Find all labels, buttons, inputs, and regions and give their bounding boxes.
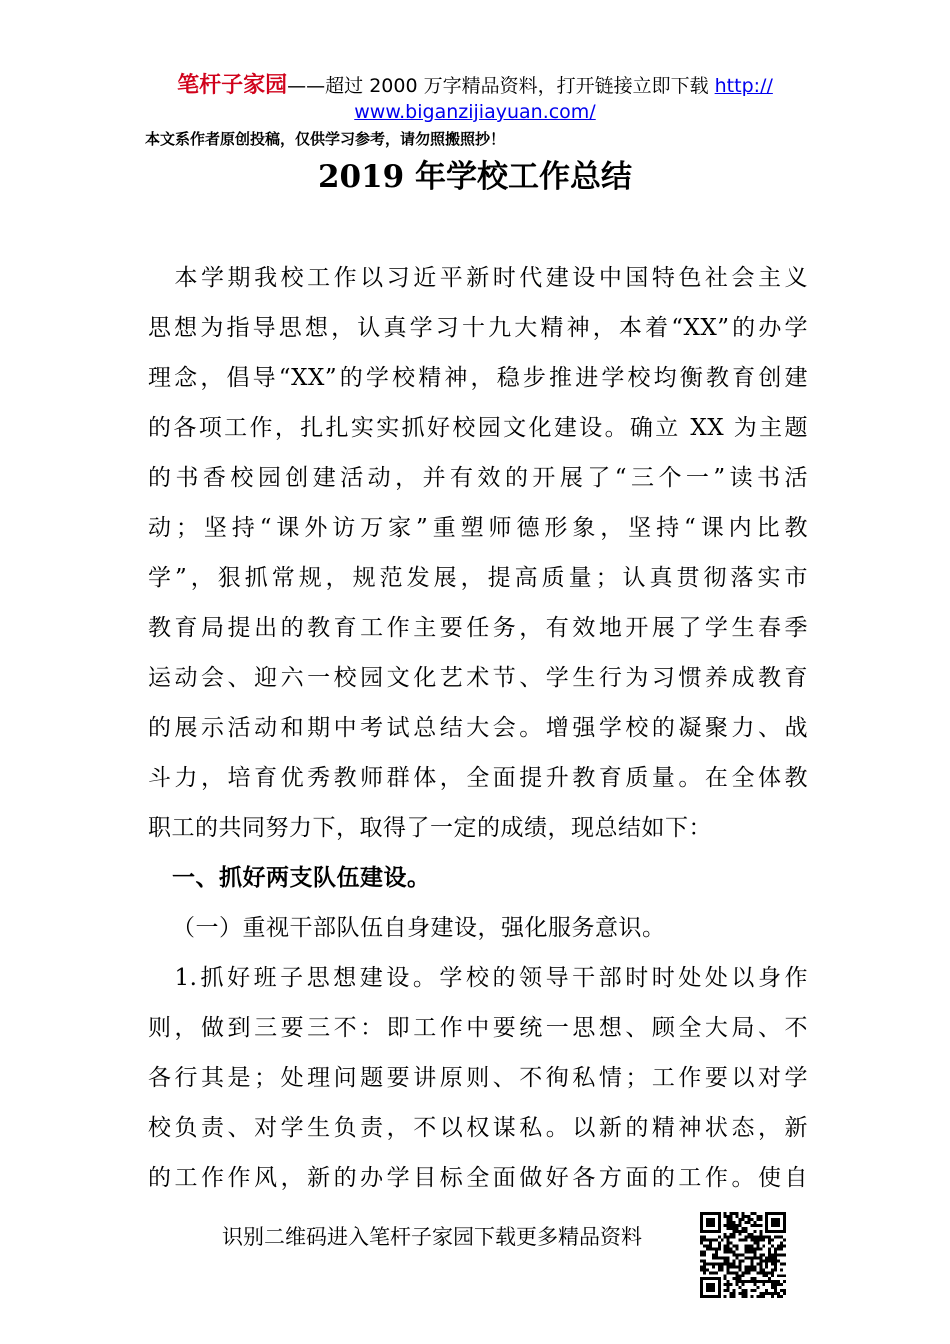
download-link-part1[interactable]: http://	[714, 75, 773, 97]
qr-code-icon[interactable]	[700, 1212, 786, 1298]
paragraph-line: 运动会、迎六一校园文化艺术节、学生行为习惯养成教育	[148, 665, 808, 691]
paragraph-line: 则，做到三要三不：即工作中要统一思想、顾全大局、不	[148, 1015, 808, 1041]
paragraph-line: 的展示活动和期中考试总结大会。增强学校的凝聚力、战	[148, 715, 808, 741]
document-body	[148, 258, 808, 1208]
paragraph-line: 本学期我校工作以习近平新时代建设中国特色社会主义	[148, 265, 808, 291]
paragraph-line: 思想为指导思想，认真学习十九大精神，本着“XX”的办学	[148, 315, 808, 341]
paragraph-line: 的书香校园创建活动，并有效的开展了“三个一”读书活	[148, 465, 808, 491]
document-title: 2019 年学校工作总结	[317, 159, 633, 195]
paragraph-line: 的工作作风，新的办学目标全面做好各方面的工作。使自	[148, 1165, 808, 1191]
paragraph-line: 职工的共同努力下，取得了一定的成绩，现总结如下：	[148, 815, 712, 841]
paragraph-line: 学”，狠抓常规，规范发展，提高质量；认真贯彻落实市	[148, 565, 808, 591]
paragraph-line: 各行其是；处理问题要讲原则、不徇私情；工作要以对学	[148, 1065, 808, 1091]
paragraph-line: 校负责、对学生负责，不以权谋私。以新的精神状态，新	[148, 1115, 808, 1141]
paragraph-line: 斗力，培育优秀教师群体，全面提升教育质量。在全体教	[148, 765, 808, 791]
paragraph-line: 的各项工作，扎扎实实抓好校园文化建设。确立 XX 为主题	[148, 415, 808, 441]
paragraph-line: 教育局提出的教育工作主要任务，有效地开展了学生春季	[148, 615, 808, 641]
copyright-notice: 本文系作者原创投稿，仅供学习参考，请勿照搬照抄！	[145, 130, 506, 148]
paragraph-line: 1.抓好班子思想建设。学校的领导干部时时处处以身作	[148, 965, 808, 991]
subsection-heading: （一）重视干部队伍自身建设，强化服务意识。	[172, 915, 666, 941]
footer-text: 识别二维码进入笔杆子家园下载更多精品资料	[222, 1225, 642, 1249]
brand-name: 笔杆子家园	[177, 73, 288, 98]
paragraph-line: 动；坚持“课外访万家”重塑师德形象，坚持“课内比教	[148, 515, 808, 541]
header-line-2	[0, 99, 950, 125]
paragraph-line: 理念，倡导“XX”的学校精神，稳步推进学校均衡教育创建	[148, 365, 808, 391]
download-link-part2[interactable]: www.biganzijiayuan.com/	[354, 101, 596, 123]
header-tagline: ——超过 2000 万字精品资料，打开链接立即下载	[287, 75, 715, 97]
header-line-1	[0, 72, 950, 100]
section-heading: 一、抓好两支队伍建设。	[172, 865, 431, 891]
